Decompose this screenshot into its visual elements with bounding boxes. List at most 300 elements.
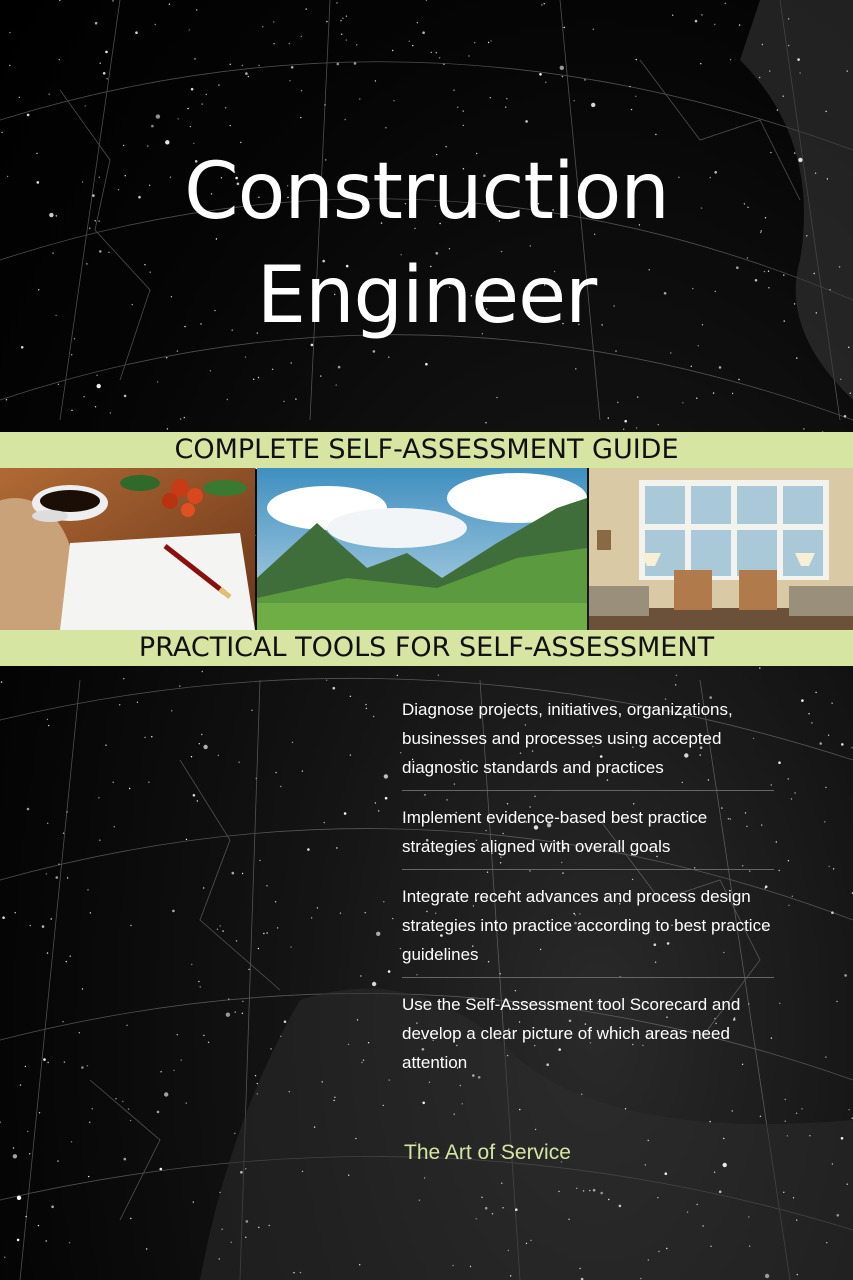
- star: [779, 870, 780, 871]
- star: [338, 366, 341, 369]
- star: [59, 0, 60, 1]
- star: [245, 1168, 246, 1169]
- star: [4, 1257, 5, 1258]
- star: [576, 1188, 577, 1189]
- star: [388, 357, 389, 358]
- star: [275, 901, 276, 902]
- star: [506, 98, 507, 99]
- star: [558, 1191, 559, 1192]
- star: [160, 1071, 161, 1072]
- star: [186, 839, 187, 840]
- star: [19, 97, 20, 98]
- star: [454, 1114, 455, 1115]
- star: [51, 1206, 54, 1209]
- star: [490, 97, 491, 98]
- star: [88, 1176, 89, 1177]
- star: [732, 1110, 733, 1111]
- star: [388, 970, 391, 973]
- star: [732, 393, 733, 394]
- star: [135, 31, 138, 34]
- star: [253, 379, 254, 380]
- star: [269, 1225, 270, 1226]
- star: [39, 1112, 40, 1113]
- star: [123, 678, 124, 679]
- star: [46, 873, 47, 874]
- star: [356, 44, 357, 45]
- star: [492, 1213, 493, 1214]
- star: [425, 363, 428, 366]
- star: [201, 103, 202, 104]
- star: [700, 63, 701, 64]
- star: [25, 1216, 26, 1217]
- star: [248, 76, 249, 77]
- star: [177, 350, 178, 351]
- star: [568, 1219, 569, 1220]
- star: [289, 1091, 290, 1092]
- star: [128, 1108, 129, 1109]
- star: [295, 398, 296, 399]
- star: [300, 1272, 301, 1273]
- star: [206, 94, 207, 95]
- star: [71, 354, 72, 355]
- star: [210, 370, 211, 371]
- star: [412, 45, 413, 46]
- star: [787, 1135, 788, 1136]
- publisher-name: The Art of Service: [404, 1141, 571, 1164]
- star: [691, 366, 692, 367]
- star: [713, 392, 714, 393]
- star: [228, 998, 229, 999]
- star: [96, 375, 97, 376]
- star: [485, 1207, 488, 1210]
- star: [384, 774, 388, 778]
- star: [836, 1001, 837, 1002]
- star: [697, 1204, 698, 1205]
- star: [544, 3, 545, 4]
- star: [617, 402, 618, 403]
- star: [608, 1199, 609, 1200]
- star: [794, 792, 795, 793]
- star: [424, 1177, 425, 1178]
- star: [15, 912, 16, 913]
- star: [593, 29, 594, 30]
- star: [801, 699, 804, 702]
- star: [266, 885, 267, 886]
- star: [203, 887, 204, 888]
- star: [49, 94, 50, 95]
- star: [47, 823, 48, 824]
- star: [385, 127, 386, 128]
- book-title: [0, 140, 853, 348]
- star: [490, 40, 491, 41]
- star: [203, 1035, 204, 1036]
- star: [95, 22, 98, 25]
- star: [42, 925, 45, 928]
- star: [730, 59, 731, 60]
- star: [226, 1013, 230, 1017]
- star: [119, 704, 120, 705]
- star: [629, 86, 630, 87]
- star: [824, 821, 825, 822]
- star: [69, 1242, 70, 1243]
- star: [336, 384, 337, 385]
- star: [27, 1131, 28, 1132]
- star: [292, 742, 293, 743]
- star: [289, 43, 290, 44]
- star: [301, 36, 302, 37]
- star: [275, 772, 276, 773]
- star: [317, 907, 318, 908]
- star: [255, 1075, 256, 1076]
- star: [115, 1098, 116, 1099]
- star: [155, 24, 156, 25]
- star: [194, 58, 195, 59]
- star: [181, 1059, 182, 1060]
- star: [301, 90, 302, 91]
- star: [625, 1108, 626, 1109]
- star: [232, 872, 235, 875]
- star: [337, 63, 340, 66]
- star: [110, 412, 111, 413]
- feature-list: [402, 695, 774, 1097]
- star: [648, 1140, 649, 1141]
- star: [273, 21, 274, 22]
- star: [383, 1105, 384, 1106]
- star: [348, 1044, 349, 1045]
- star: [240, 1171, 243, 1174]
- star: [801, 1108, 802, 1109]
- star: [64, 1061, 65, 1062]
- star: [847, 1184, 848, 1185]
- star: [841, 743, 844, 746]
- star: [714, 24, 715, 25]
- star: [238, 762, 239, 763]
- star: [51, 918, 52, 919]
- star: [788, 778, 789, 779]
- star: [130, 925, 131, 926]
- star: [43, 1058, 46, 1061]
- star: [564, 27, 565, 28]
- star: [97, 384, 101, 388]
- star: [320, 375, 321, 376]
- star: [354, 62, 357, 65]
- star: [144, 737, 145, 738]
- star: [470, 1266, 471, 1267]
- star: [79, 1032, 80, 1033]
- star: [519, 1109, 520, 1110]
- star: [30, 925, 31, 926]
- star: [280, 1036, 281, 1037]
- star: [13, 1154, 17, 1158]
- star: [848, 1109, 849, 1110]
- star: [167, 428, 168, 429]
- star: [463, 110, 464, 111]
- star: [476, 1218, 477, 1219]
- star: [779, 1003, 780, 1004]
- star: [340, 20, 341, 21]
- star: [825, 1056, 826, 1057]
- star: [438, 675, 439, 676]
- living-room-photo: [589, 468, 853, 630]
- star: [189, 29, 190, 30]
- star: [526, 1243, 527, 1244]
- title-line-1: Construction: [184, 147, 669, 237]
- star: [360, 975, 361, 976]
- star: [797, 58, 800, 61]
- star: [636, 427, 637, 428]
- star: [485, 422, 486, 423]
- star: [788, 860, 789, 861]
- star: [340, 913, 341, 914]
- star: [336, 847, 337, 848]
- star: [417, 22, 418, 23]
- star: [58, 384, 59, 385]
- star: [218, 84, 219, 85]
- star: [191, 88, 194, 91]
- star: [157, 1111, 160, 1114]
- star: [193, 1201, 194, 1202]
- star: [383, 901, 384, 902]
- star: [819, 742, 822, 745]
- star: [452, 1265, 453, 1266]
- star: [47, 719, 48, 720]
- star: [203, 745, 207, 749]
- star: [290, 946, 291, 947]
- star: [200, 986, 201, 987]
- star: [431, 52, 432, 53]
- star: [579, 1268, 580, 1269]
- star: [293, 1272, 294, 1273]
- star: [701, 14, 702, 15]
- star: [825, 111, 826, 112]
- star: [593, 1189, 596, 1192]
- star: [488, 42, 489, 43]
- feature-item: Diagnose projects, initiatives, organizations, businesses and processes using accepted diagnostic standards and practices: [402, 695, 774, 791]
- bottom-band-label: PRACTICAL TOOLS FOR SELF-ASSESSMENT: [0, 630, 853, 666]
- photo-strip: [0, 468, 853, 630]
- star: [100, 63, 101, 64]
- star: [443, 64, 444, 65]
- star: [48, 725, 49, 726]
- star: [113, 782, 114, 783]
- star: [219, 1192, 220, 1193]
- star: [105, 745, 106, 746]
- star: [682, 402, 683, 403]
- star: [670, 352, 671, 353]
- star: [177, 1034, 178, 1035]
- star: [92, 1108, 93, 1109]
- star: [719, 1191, 722, 1194]
- star: [409, 41, 410, 42]
- star: [179, 685, 180, 686]
- star: [180, 418, 181, 419]
- star: [324, 104, 325, 105]
- star: [263, 933, 264, 934]
- star: [62, 1021, 63, 1022]
- star: [151, 125, 154, 128]
- star: [85, 105, 86, 106]
- star: [378, 810, 379, 811]
- star: [723, 1138, 724, 1139]
- star: [748, 1216, 749, 1217]
- star: [258, 377, 259, 378]
- star: [277, 927, 278, 928]
- star: [687, 1211, 688, 1212]
- star: [530, 1240, 531, 1241]
- star: [222, 930, 223, 931]
- star: [25, 1066, 26, 1067]
- star: [799, 72, 800, 73]
- star: [171, 710, 172, 711]
- star: [655, 134, 656, 135]
- star: [831, 911, 834, 914]
- star: [636, 59, 637, 60]
- star: [695, 20, 698, 23]
- star: [1, 681, 2, 682]
- star: [201, 734, 202, 735]
- star: [615, 350, 616, 351]
- star: [791, 798, 792, 799]
- star: [481, 1197, 482, 1198]
- star: [535, 1129, 536, 1130]
- star: [645, 1164, 646, 1165]
- star: [584, 79, 585, 80]
- star: [164, 1092, 168, 1096]
- star: [322, 1081, 323, 1082]
- star: [619, 1205, 622, 1208]
- star: [373, 350, 376, 353]
- star: [796, 357, 797, 358]
- star: [103, 72, 106, 75]
- star: [350, 754, 351, 755]
- star: [13, 1147, 14, 1148]
- star: [600, 1192, 603, 1195]
- star: [191, 756, 192, 757]
- star: [826, 1242, 827, 1243]
- star: [291, 362, 292, 363]
- star: [245, 1237, 246, 1238]
- star: [696, 398, 697, 399]
- star: [230, 64, 231, 65]
- star: [197, 800, 198, 801]
- star: [9, 32, 10, 33]
- star: [291, 66, 294, 69]
- star: [665, 1172, 668, 1175]
- star: [515, 1208, 518, 1211]
- star: [259, 860, 260, 861]
- star: [361, 1062, 362, 1063]
- star: [375, 80, 376, 81]
- star: [46, 1240, 47, 1241]
- star: [840, 379, 841, 380]
- star: [389, 1079, 390, 1080]
- star: [419, 1200, 420, 1201]
- star: [257, 1093, 258, 1094]
- star: [847, 70, 848, 71]
- star: [273, 43, 274, 44]
- star: [245, 72, 248, 75]
- star: [496, 397, 497, 398]
- star: [769, 70, 770, 71]
- star: [658, 424, 659, 425]
- star: [796, 1219, 797, 1220]
- star: [258, 948, 259, 949]
- star: [828, 735, 829, 736]
- star: [778, 761, 781, 764]
- star: [218, 755, 219, 756]
- star: [657, 1197, 658, 1198]
- star: [105, 51, 108, 54]
- star: [760, 1116, 761, 1117]
- star: [219, 1258, 220, 1259]
- star: [184, 417, 185, 418]
- star: [631, 109, 632, 110]
- star: [788, 45, 789, 46]
- star: [178, 118, 179, 119]
- feature-item: Use the Self-Assessment tool Scorecard and develop a clear picture of which areas need attention: [402, 995, 741, 1072]
- star: [560, 66, 564, 70]
- star: [710, 1246, 711, 1247]
- star: [307, 848, 310, 851]
- star: [785, 1099, 786, 1100]
- star: [345, 119, 346, 120]
- star: [393, 100, 394, 101]
- star: [562, 76, 563, 77]
- star: [648, 1259, 649, 1260]
- star: [363, 1060, 364, 1061]
- star: [426, 0, 427, 1]
- star: [198, 981, 199, 982]
- star: [208, 1042, 209, 1043]
- star: [311, 917, 312, 918]
- star: [359, 1264, 360, 1265]
- star: [169, 3, 170, 4]
- star: [234, 1133, 235, 1134]
- star: [112, 0, 113, 1]
- star: [220, 925, 221, 926]
- star: [357, 1019, 358, 1020]
- star: [501, 1183, 502, 1184]
- star: [608, 417, 609, 418]
- star: [190, 126, 191, 127]
- star: [63, 833, 64, 834]
- star: [675, 684, 676, 685]
- star: [341, 34, 342, 35]
- star: [186, 1102, 187, 1103]
- star: [502, 1207, 503, 1208]
- star: [258, 65, 259, 66]
- star: [38, 1225, 39, 1226]
- star: [385, 797, 388, 800]
- star: [583, 1190, 584, 1191]
- star: [342, 18, 343, 19]
- star: [166, 357, 167, 358]
- star: [333, 687, 336, 690]
- star: [658, 1251, 659, 1252]
- star: [235, 1011, 236, 1012]
- star: [146, 1248, 147, 1249]
- star: [0, 1122, 1, 1123]
- star: [242, 1013, 243, 1014]
- star: [251, 710, 252, 711]
- star: [67, 877, 68, 878]
- star: [70, 956, 71, 957]
- star: [246, 1220, 249, 1223]
- star: [762, 44, 763, 45]
- star: [66, 811, 67, 812]
- star: [623, 429, 624, 430]
- star: [6, 399, 7, 400]
